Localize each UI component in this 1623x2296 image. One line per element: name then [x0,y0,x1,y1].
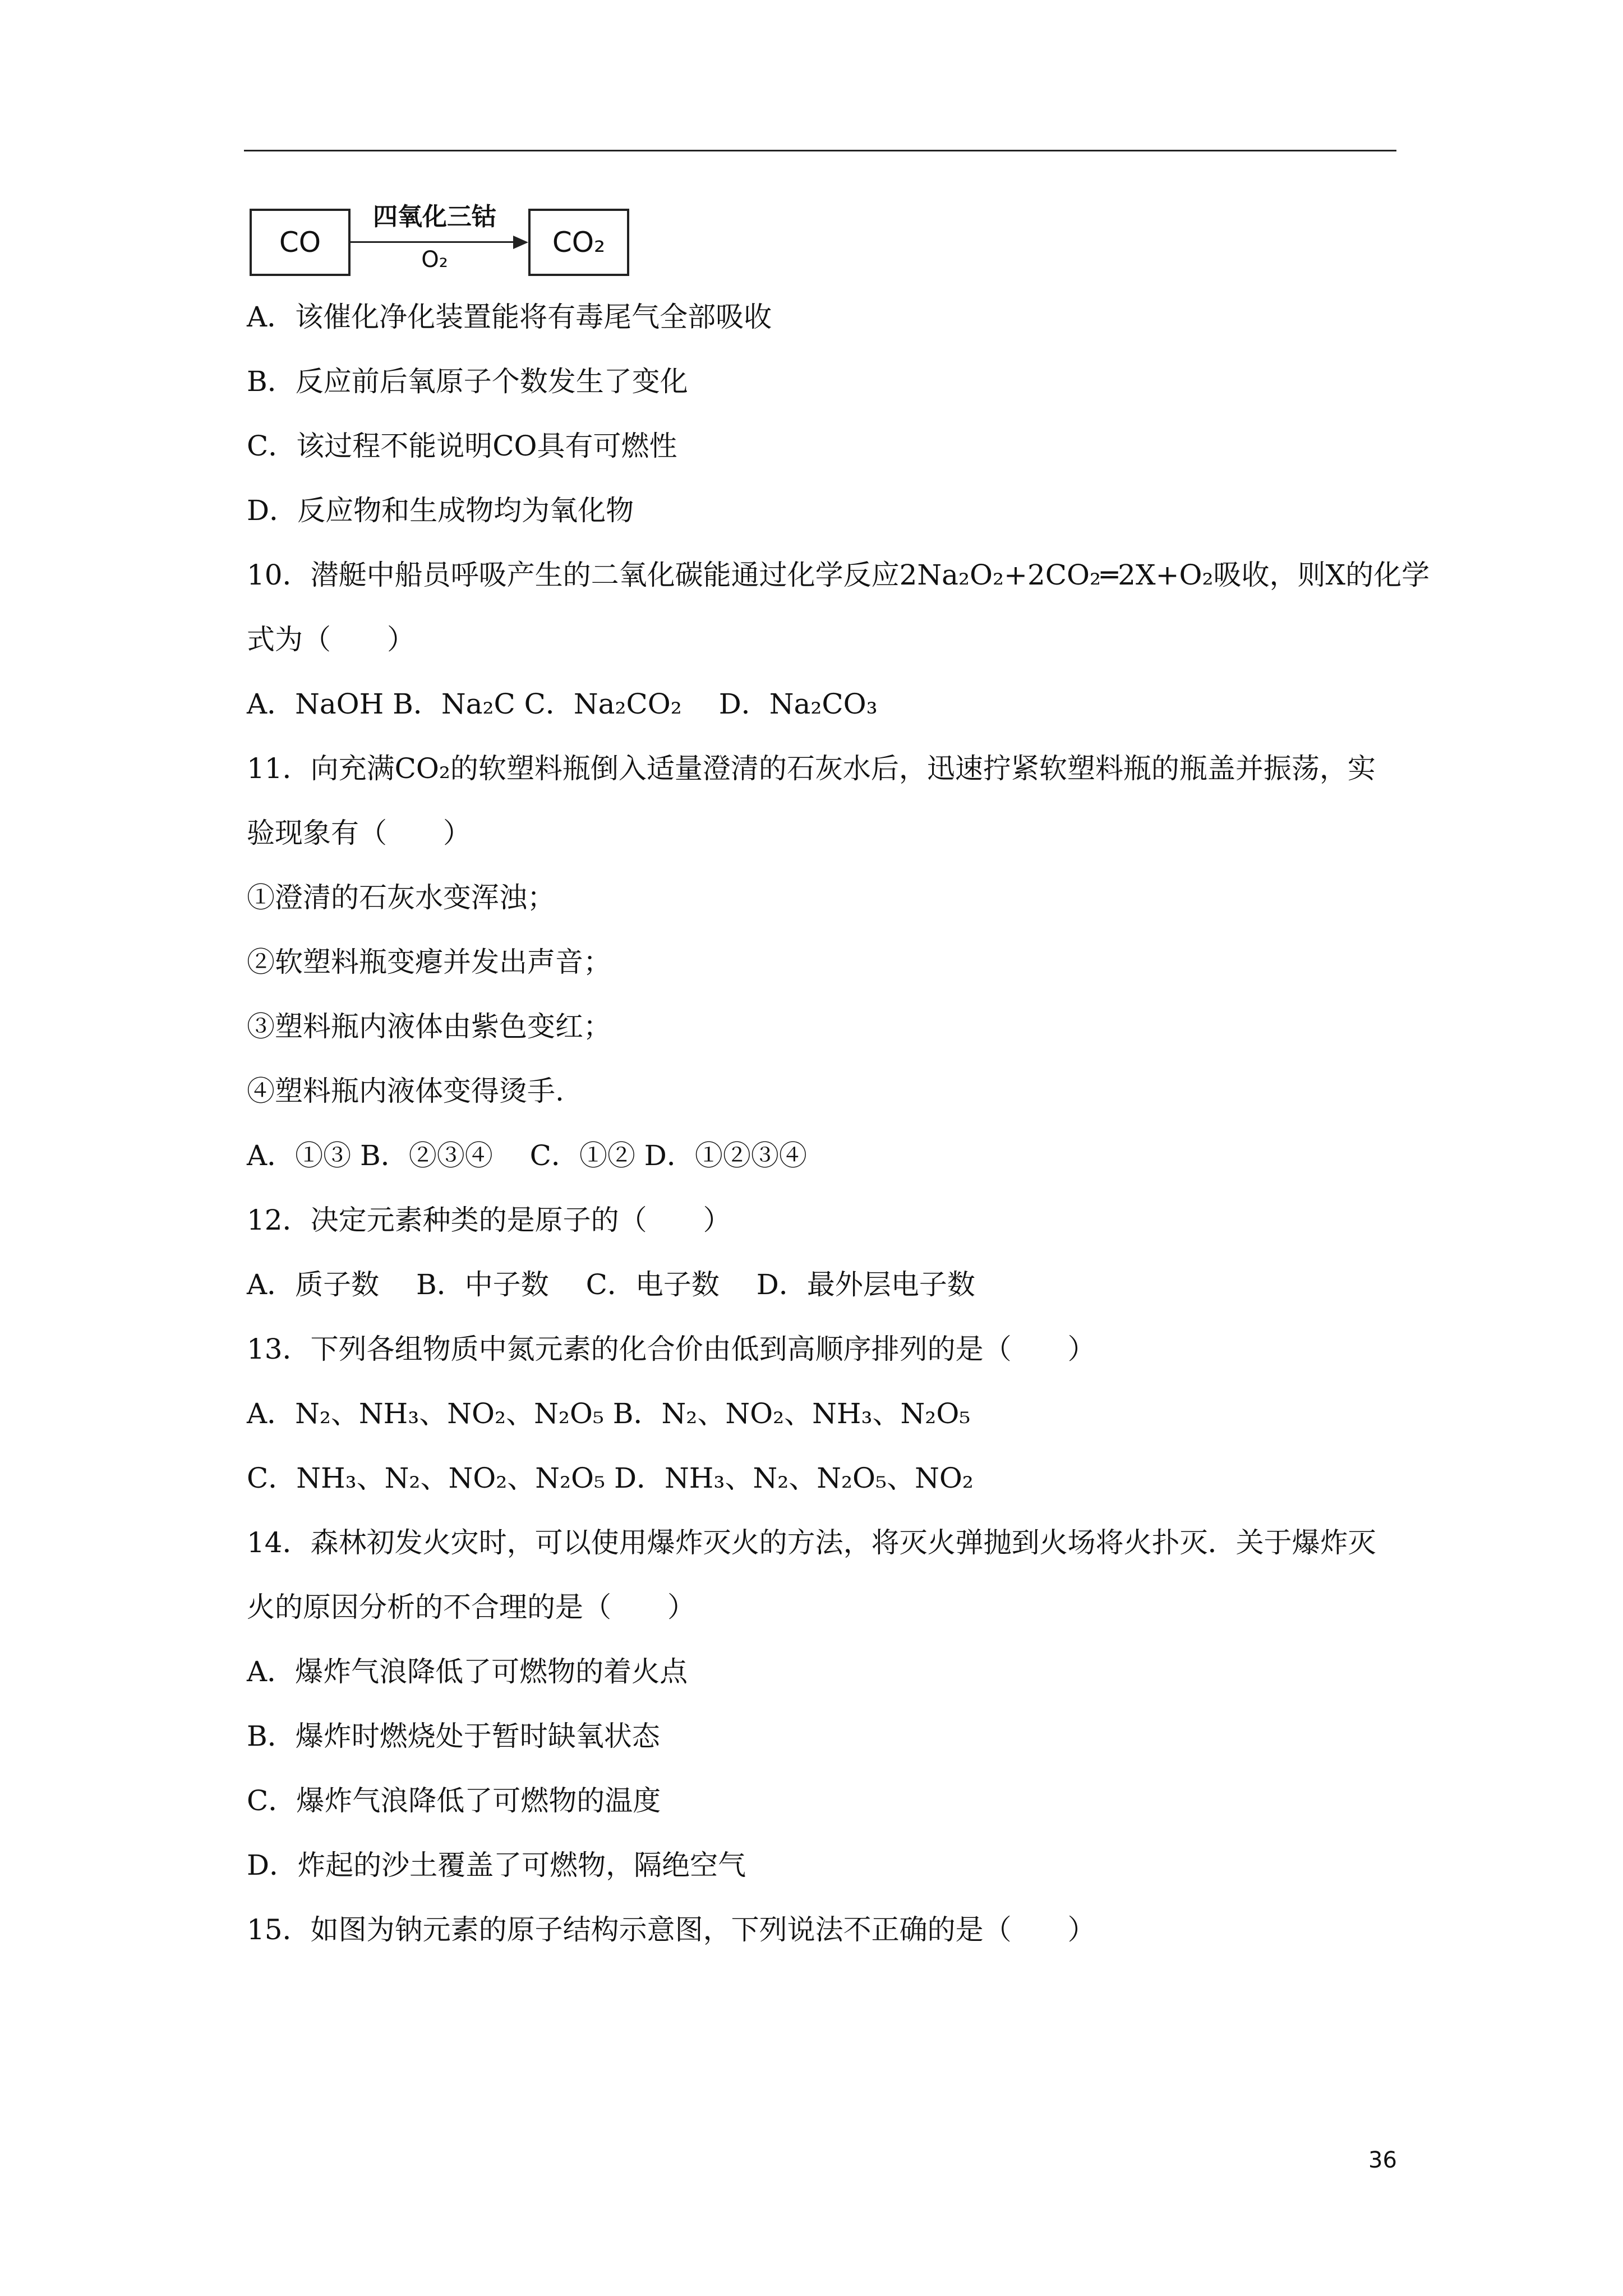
text-line: D．反应物和生成物均为氧化物 [247,494,634,527]
options-11: A．①③ B．②③④ C．①② D．①②③④ [247,1139,807,1172]
text-line: B．爆炸时燃烧处于暂时缺氧状态 [247,1720,660,1752]
reaction-arrow [351,241,519,243]
header-rule [244,150,1396,151]
text-line: D．炸起的沙土覆盖了可燃物，隔绝空气 [247,1849,746,1881]
question-13: 13．下列各组物质中氮元素的化合价由低到高顺序排列的是（ ） [247,1333,1096,1365]
text-line: ④塑料瓶内液体变得烫手. [247,1075,564,1107]
text-line: 验现象有（ ） [247,817,471,849]
text-line: C．该过程不能说明CO具有可燃性 [247,430,677,462]
text-line: ②软塑料瓶变瘪并发出声音； [247,946,611,978]
question-11: 11．向充满CO₂的软塑料瓶倒入适量澄清的石灰水后，迅速拧紧软塑料瓶的瓶盖并振荡，实 [247,752,1376,785]
question-10: 10．潜艇中船员呼吸产生的二氧化碳能通过化学反应2Na₂O₂+2CO₂═2X+O₂吸收，则X的化学 [247,559,1430,591]
options-13-cd: C．NH₃、N₂、NO₂、N₂O₅ D．NH₃、N₂、N₂O₅、NO₂ [247,1462,974,1494]
options-13-ab: A．N₂、NH₃、NO₂、N₂O₅ B．N₂、NO₂、NH₃、N₂O₅ [247,1397,971,1430]
reactant-box: CO [250,209,351,276]
condition-label: O₂ [421,247,448,273]
text-line: ③塑料瓶内液体由紫色变红； [247,1010,611,1043]
text-line: 火的原因分析的不合理的是（ ） [247,1591,695,1623]
question-15: 15．如图为钠元素的原子结构示意图，下列说法不正确的是（ ） [247,1913,1096,1946]
text-line: A．该催化净化装置能将有毒尾气全部吸收 [247,301,772,333]
question-12: 12．决定元素种类的是原子的（ ） [247,1204,731,1236]
reaction-diagram [250,196,637,280]
text-line: ①澄清的石灰水变浑浊； [247,881,555,914]
text-line: 式为（ ） [247,623,415,656]
catalyst-label: 四氧化三钴 [373,203,496,231]
options-12: A．质子数 B．中子数 C．电子数 D．最外层电子数 [247,1268,975,1301]
question-14: 14．森林初发火灾时，可以使用爆炸灭火的方法，将灭火弹抛到火场将火扑灭．关于爆炸灭 [247,1526,1376,1559]
product-box: CO₂ [528,209,629,276]
page-number: 36 [1368,2147,1397,2173]
arrowhead-icon [513,236,528,249]
text-line: A．爆炸气浪降低了可燃物的着火点 [247,1655,688,1688]
options-10: A．NaOH B．Na₂C C．Na₂CO₂ D．Na₂CO₃ [247,688,878,720]
text-line: B．反应前后氧原子个数发生了变化 [247,365,688,398]
text-line: C．爆炸气浪降低了可燃物的温度 [247,1784,661,1817]
